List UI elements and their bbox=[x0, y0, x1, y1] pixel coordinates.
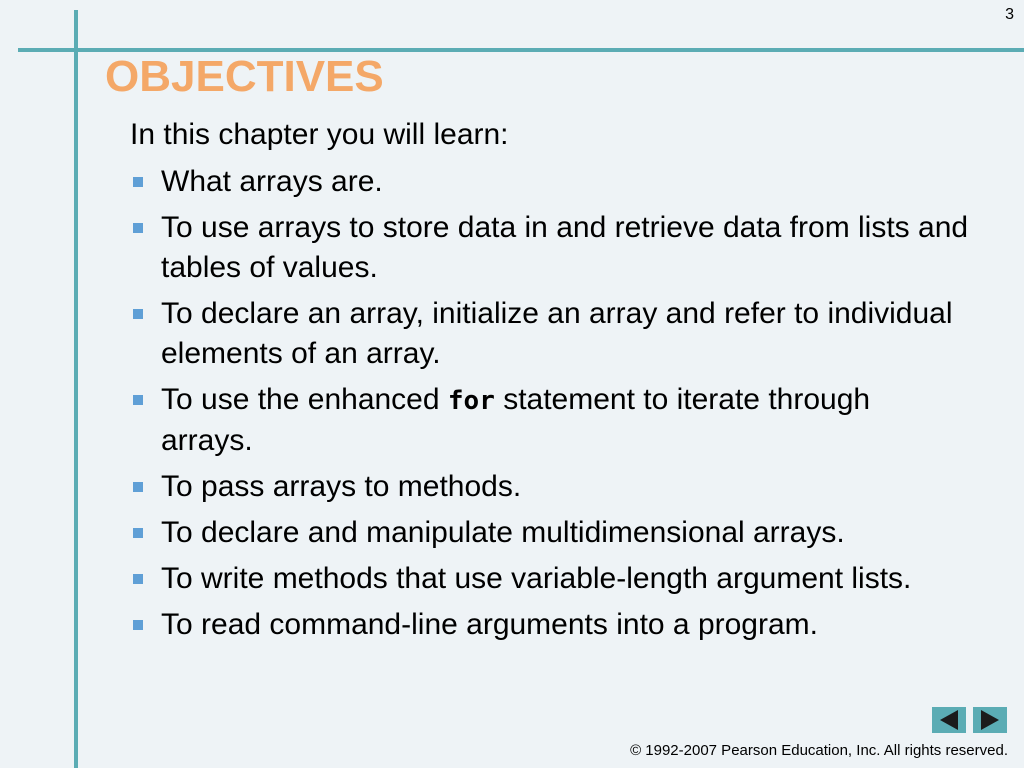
list-item-text: To pass arrays to methods. bbox=[161, 470, 522, 503]
list-item bbox=[130, 513, 970, 553]
vertical-rule bbox=[74, 10, 78, 768]
previous-slide-button[interactable] bbox=[932, 707, 966, 733]
square-bullet-icon bbox=[133, 482, 143, 492]
square-bullet-icon bbox=[133, 528, 143, 538]
triangle-right-icon bbox=[981, 710, 999, 730]
square-bullet-icon bbox=[133, 574, 143, 584]
list-item-text-after: statement to iterate through arrays. bbox=[161, 383, 871, 457]
copyright-footer: © 1992-2007 Pearson Education, Inc. All rights reserved. bbox=[630, 742, 1008, 759]
slide-title: OBJECTIVES bbox=[105, 52, 384, 101]
list-item bbox=[130, 162, 970, 202]
square-bullet-icon bbox=[133, 223, 143, 233]
list-item-text: To use arrays to store data in and retrieve data from lists and tables of values. bbox=[161, 211, 969, 284]
code-keyword: for bbox=[447, 386, 495, 416]
list-item bbox=[130, 380, 970, 461]
objectives-list bbox=[130, 162, 970, 651]
slide-navigation bbox=[932, 707, 1007, 733]
page-number: 3 bbox=[1005, 6, 1014, 23]
list-item-text: What arrays are. bbox=[161, 165, 383, 198]
list-item-text-before: To use the enhanced bbox=[161, 383, 448, 416]
square-bullet-icon bbox=[133, 620, 143, 630]
list-item-text: To declare an array, initialize an array and refer to individual elements of an array. bbox=[161, 297, 953, 370]
square-bullet-icon bbox=[133, 309, 143, 319]
list-item bbox=[130, 208, 970, 288]
list-item bbox=[130, 467, 970, 507]
list-item bbox=[130, 559, 970, 599]
list-item bbox=[130, 605, 970, 645]
intro-text: In this chapter you will learn: bbox=[130, 118, 509, 151]
list-item bbox=[130, 294, 970, 374]
square-bullet-icon bbox=[133, 395, 143, 405]
next-slide-button[interactable] bbox=[973, 707, 1007, 733]
square-bullet-icon bbox=[133, 177, 143, 187]
list-item-text: To write methods that use variable-length argument lists. bbox=[161, 562, 912, 595]
triangle-left-icon bbox=[940, 710, 958, 730]
list-item-text: To read command-line arguments into a program. bbox=[161, 608, 818, 641]
list-item-text: To declare and manipulate multidimensional arrays. bbox=[161, 516, 845, 549]
